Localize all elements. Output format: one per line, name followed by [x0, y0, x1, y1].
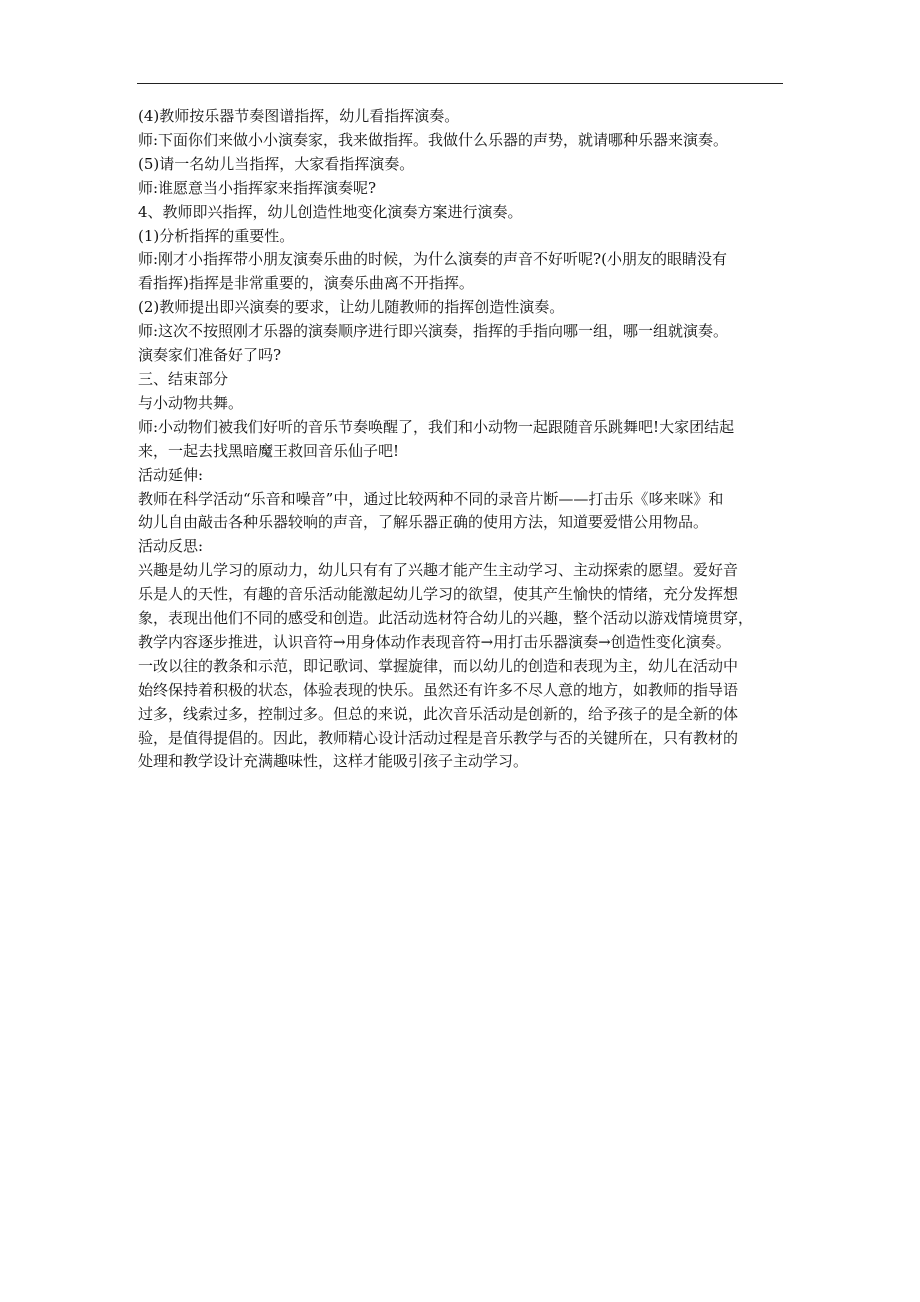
text-line: 4、教师即兴指挥，幼儿创造性地变化演奏方案进行演奏。	[138, 202, 523, 221]
text-line: 师:下面你们来做小小演奏家，我来做指挥。我做什么乐器的声势，就请哪种乐器来演奏。	[138, 130, 729, 149]
text-line: 验，是值得提倡的。因此，教师精心设计活动过程是音乐教学与否的关键所在，只有教材的	[138, 728, 739, 747]
text-line: 看指挥)指挥是非常重要的，演奏乐曲离不开指挥。	[138, 274, 474, 293]
text-line: 师:谁愿意当小指挥家来指挥演奏呢?	[138, 178, 377, 197]
text-line: 一改以往的教条和示范，即记歌词、掌握旋律，而以幼儿的创造和表现为主，幼儿在活动中	[138, 656, 739, 675]
text-line: (4)教师按乐器节奏图谱指挥，幼儿看指挥演奏。	[138, 107, 460, 125]
document-body	[138, 105, 788, 774]
text-line: 演奏家们准备好了吗?	[138, 346, 282, 365]
text-line: 始终保持着积极的状态，体验表现的快乐。虽然还有许多不尽人意的地方，如教师的指导语	[138, 680, 739, 699]
text-line: (5)请一名幼儿当指挥，大家看指挥演奏。	[138, 154, 415, 173]
text-line: 教学内容逐步推进，认识音符→用身体动作表现音符→用打击乐器演奏→创造性变化演奏。	[138, 632, 731, 651]
text-line: 教师在科学活动“乐音和噪音”中，通过比较两种不同的录音片断——打击乐《哆来咪》和	[138, 489, 724, 508]
section-label: 活动延伸:	[138, 465, 204, 484]
text-line: 兴趣是幼儿学习的原动力，幼儿只有有了兴趣才能产生主动学习、主动探索的愿望。爱好音	[138, 561, 739, 580]
text-line: 与小动物共舞。	[138, 393, 244, 412]
text-line: 处理和教学设计充满趣味性，这样才能吸引孩子主动学习。	[138, 752, 529, 771]
text-line: 师:这次不按照刚才乐器的演奏顺序进行即兴演奏，指挥的手指向哪一组，哪一组就演奏。	[138, 322, 729, 341]
text-line: 过多，线索过多，控制过多。但总的来说，此次音乐活动是创新的，给予孩子的是全新的体	[138, 704, 739, 723]
text-line: 来，一起去找黑暗魔王救回音乐仙子吧!	[138, 441, 400, 460]
header-divider	[137, 83, 783, 84]
text-line: 乐是人的天性，有趣的音乐活动能激起幼儿学习的欲望，使其产生愉快的情绪，充分发挥想	[138, 585, 739, 604]
text-line: 师:小动物们被我们好听的音乐节奏唤醒了，我们和小动物一起跟随音乐跳舞吧!大家团结起	[138, 417, 735, 436]
section-heading: 三、结束部分	[138, 369, 229, 388]
text-line: (1)分析指挥的重要性。	[138, 226, 295, 245]
text-line: 师:刚才小指挥带小朋友演奏乐曲的时候，为什么演奏的声音不好听呢?(小朋友的眼睛没有	[138, 250, 727, 269]
section-label: 活动反思:	[138, 537, 204, 556]
text-line: 幼儿自由敲击各种乐器较响的声音，了解乐器正确的使用方法，知道要爱惜公用物品。	[138, 513, 709, 532]
text-line: (2)教师提出即兴演奏的要求，让幼儿随教师的指挥创造性演奏。	[138, 298, 565, 317]
text-line: 象，表现出他们不同的感受和创造。此活动选材符合幼儿的兴趣，整个活动以游戏情境贯穿，	[138, 609, 754, 628]
